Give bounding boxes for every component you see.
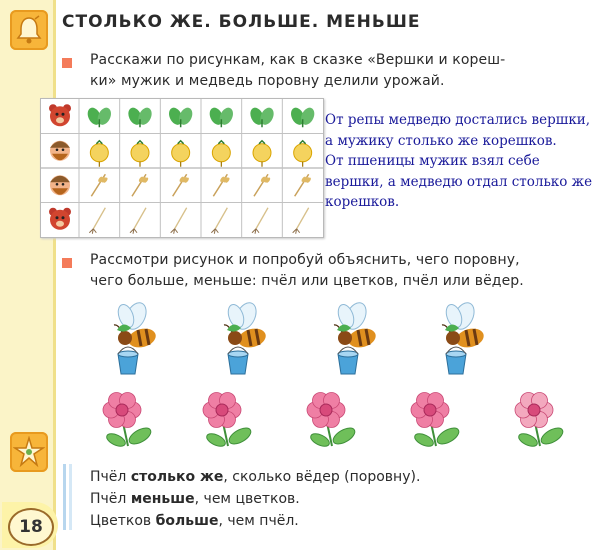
bucket-icon bbox=[446, 347, 466, 374]
turnip-leaves-icon bbox=[126, 106, 154, 128]
flower-icon bbox=[103, 392, 153, 448]
bee-icon bbox=[114, 300, 158, 350]
bell-badge bbox=[10, 10, 48, 50]
wheat-root-icon bbox=[89, 208, 105, 234]
flower-icon bbox=[203, 392, 253, 448]
c2-part-c: , чем цветков. bbox=[194, 491, 300, 507]
c3-part-c: , чем пчёл. bbox=[218, 513, 299, 529]
man-face-icon bbox=[50, 175, 70, 195]
wheat-ear-icon bbox=[213, 174, 230, 196]
page-title: СТОЛЬКО ЖЕ. БОЛЬШЕ. МЕНЬШЕ bbox=[62, 12, 421, 32]
conclusion-marker-light bbox=[69, 464, 72, 530]
man-face-icon bbox=[50, 141, 70, 161]
bell-icon bbox=[15, 15, 43, 45]
wheat-root-icon bbox=[130, 208, 146, 234]
c3-keyword: больше bbox=[155, 513, 219, 529]
turnip-leaves-icon bbox=[85, 106, 113, 128]
flower-icon bbox=[515, 392, 564, 448]
turnip-leaves-icon bbox=[248, 106, 276, 128]
turnip-root-icon bbox=[172, 141, 190, 167]
task2-line2: чего больше, меньше: пчёл или цветков, пчёл или вёдер. bbox=[90, 273, 524, 289]
wheat-ear-icon bbox=[91, 174, 108, 196]
task1-line1: Расскажи по рисункам, как в сказке «Вершки и кореш- bbox=[90, 52, 506, 68]
wheat-root-icon bbox=[252, 208, 268, 234]
star-icon bbox=[13, 436, 45, 468]
wheat-ear-icon bbox=[295, 174, 312, 196]
flower-icon bbox=[307, 392, 357, 448]
harvest-explanation bbox=[325, 110, 597, 213]
explanation-line3: От пшеницы мужик взял себе bbox=[325, 153, 540, 169]
bee-icon bbox=[224, 300, 268, 350]
turnip-leaves-icon bbox=[207, 106, 235, 128]
c3-part-a: Цветков bbox=[90, 513, 156, 529]
turnip-root-icon bbox=[90, 141, 108, 167]
bear-face-icon bbox=[49, 208, 71, 230]
conclusion-text bbox=[90, 466, 420, 532]
wheat-root-icon bbox=[211, 208, 227, 234]
explanation-line1: От репы медведю достались вершки, bbox=[325, 112, 591, 128]
turnip-root-icon bbox=[294, 141, 312, 167]
wheat-ear-icon bbox=[173, 174, 190, 196]
conclusion-line1 bbox=[90, 466, 420, 488]
turnip-root-icon bbox=[253, 141, 271, 167]
flower-icon bbox=[411, 392, 461, 448]
bucket-icon bbox=[118, 347, 138, 374]
task2-line1: Рассмотри рисунок и попробуй объяснить, чего поровну, bbox=[90, 252, 520, 268]
explanation-line5: корешков. bbox=[325, 194, 400, 210]
turnip-root-icon bbox=[212, 141, 230, 167]
explanation-line2: а мужику столько же корешков. bbox=[325, 132, 557, 149]
explanation-line4: вершки, а медведю отдал столько же bbox=[325, 173, 593, 190]
c2-keyword: меньше bbox=[130, 491, 195, 507]
conclusion-line2 bbox=[90, 488, 420, 510]
c1-part-a: Пчёл bbox=[90, 469, 131, 485]
turnip-leaves-icon bbox=[288, 106, 316, 128]
bear-face-icon bbox=[49, 104, 71, 126]
c2-part-a: Пчёл bbox=[90, 491, 131, 507]
bucket-icon bbox=[228, 347, 248, 374]
turnip-leaves-icon bbox=[166, 106, 194, 128]
c1-keyword: столько же bbox=[130, 469, 224, 485]
turnip-root-icon bbox=[131, 141, 149, 167]
flowers-row bbox=[94, 390, 564, 454]
task2-text bbox=[90, 250, 524, 292]
task1-bullet bbox=[62, 58, 72, 68]
bee-icon bbox=[442, 300, 486, 350]
task1-text bbox=[90, 50, 505, 92]
harvest-picture-table bbox=[40, 98, 324, 238]
task1-line2: ки» мужик и медведь поровну делили урожай. bbox=[90, 73, 445, 89]
c1-part-c: , сколько вёдер (поровну). bbox=[223, 469, 421, 485]
wheat-ear-icon bbox=[254, 174, 271, 196]
wheat-root-icon bbox=[293, 208, 309, 234]
star-badge bbox=[10, 432, 48, 472]
task2-bullet bbox=[62, 258, 72, 268]
bees-and-buckets-row bbox=[96, 300, 566, 382]
bucket-icon bbox=[338, 347, 358, 374]
page-number-area bbox=[2, 502, 58, 548]
page-number: 18 bbox=[8, 508, 54, 546]
harvest-grid bbox=[41, 99, 323, 237]
bee-icon bbox=[334, 300, 378, 350]
conclusion-line3 bbox=[90, 510, 420, 532]
wheat-ear-icon bbox=[132, 174, 149, 196]
wheat-root-icon bbox=[171, 208, 187, 234]
conclusion-marker bbox=[63, 464, 66, 530]
